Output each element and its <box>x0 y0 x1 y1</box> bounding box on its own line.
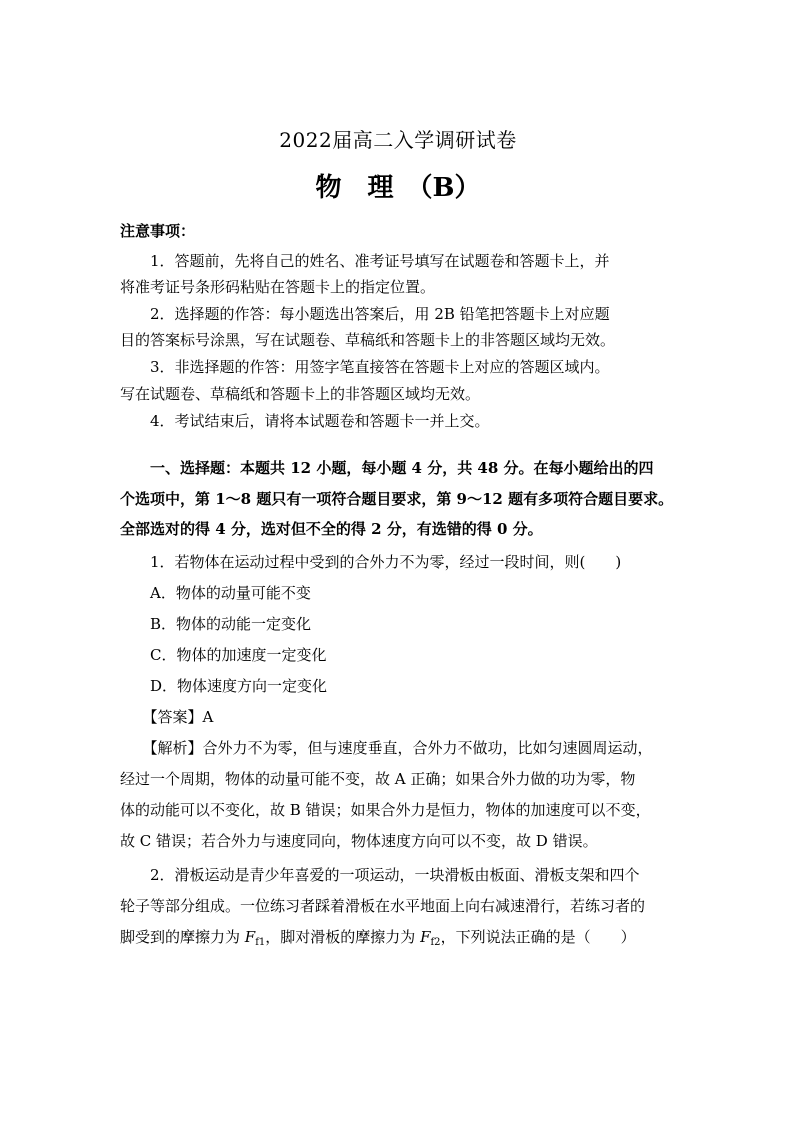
force-subscript: f2 <box>430 937 441 948</box>
notice-heading: 注意事项： <box>120 222 196 240</box>
question-1-stem: 1．若物体在运动过程中受到的合外力不为零，经过一段时间，则( ) <box>120 553 622 571</box>
question-2-text: ，下列说法正确的是（ ） <box>440 928 636 946</box>
section-heading-line: 个选项中，第 1～8 题只有一项符合题目要求，第 9～12 题有多项符合题目要求。 <box>120 490 674 508</box>
question-1-analysis-line: 经过一个周期，物体的动量可能不变，故 A 正确；如果合外力做的功为零，物 <box>120 770 636 788</box>
question-2-line: 2．滑板运动是青少年喜爱的一项运动，一块滑板由板面、滑板支架和四个 <box>120 866 640 884</box>
notice-line: 将准考证号条形码粘贴在答题卡上的指定位置。 <box>120 278 436 296</box>
section-heading-line: 一、选择题：本题共 12 小题，每小题 4 分，共 48 分。在每小题给出的四 <box>120 459 654 477</box>
notice-line: 写在试题卷、草稿纸和答题卡上的非答题区域均无效。 <box>120 385 481 403</box>
notice-line: 目的答案标号涂黑，写在试题卷、草稿纸和答题卡上的非答题区域均无效。 <box>120 331 616 349</box>
exam-title: 2022届高二入学调研试卷 <box>279 128 517 152</box>
subject-title: 物 理 （B） <box>315 173 481 203</box>
question-1-analysis-line: 体的动能可以不变化，故 B 错误；如果合外力是恒力，物体的加速度可以不变， <box>120 801 651 819</box>
question-1-option-c: C．物体的加速度一定变化 <box>120 646 327 664</box>
question-1-analysis-line: 【解析】合外力不为零，但与速度垂直，合外力不做功，比如匀速圆周运动， <box>120 739 653 757</box>
section-heading-line: 全部选对的得 4 分，选对但不全的得 2 分，有选错的得 0 分。 <box>120 520 543 538</box>
question-1-option-a: A．物体的动量可能不变 <box>120 584 311 602</box>
question-2-last-line <box>120 927 636 953</box>
question-2-line: 轮子等部分组成。一位练习者踩着滑板在水平地面上向右减速滑行，若练习者的 <box>120 897 646 915</box>
question-2-text: ，脚对滑板的摩擦力为 <box>265 928 421 946</box>
notice-line: 2．选择题的作答：每小题选出答案后，用 2B 铅笔把答题卡上对应题 <box>120 305 610 323</box>
notice-line: 1．答题前，先将自己的姓名、准考证号填写在试题卷和答题卡上，并 <box>120 252 610 270</box>
question-1-analysis-line: 故 C 错误；若合外力与速度同向，物体速度方向可以不变，故 D 错误。 <box>120 832 598 850</box>
question-1-option-b: B．物体的动能一定变化 <box>120 615 312 633</box>
notice-line: 3．非选择题的作答：用签字笔直接答在答题卡上对应的答题区域内。 <box>120 358 610 376</box>
question-1-option-d: D．物体速度方向一定变化 <box>120 677 328 695</box>
force-symbol: F <box>244 928 256 946</box>
force-subscript: f1 <box>255 937 266 948</box>
question-2-text: 脚受到的摩擦力为 <box>120 928 245 946</box>
question-1-answer: 【答案】A <box>120 708 214 726</box>
force-symbol: F <box>420 928 431 946</box>
notice-line: 4．考试结束后，请将本试题卷和答题卡一并上交。 <box>120 412 490 430</box>
